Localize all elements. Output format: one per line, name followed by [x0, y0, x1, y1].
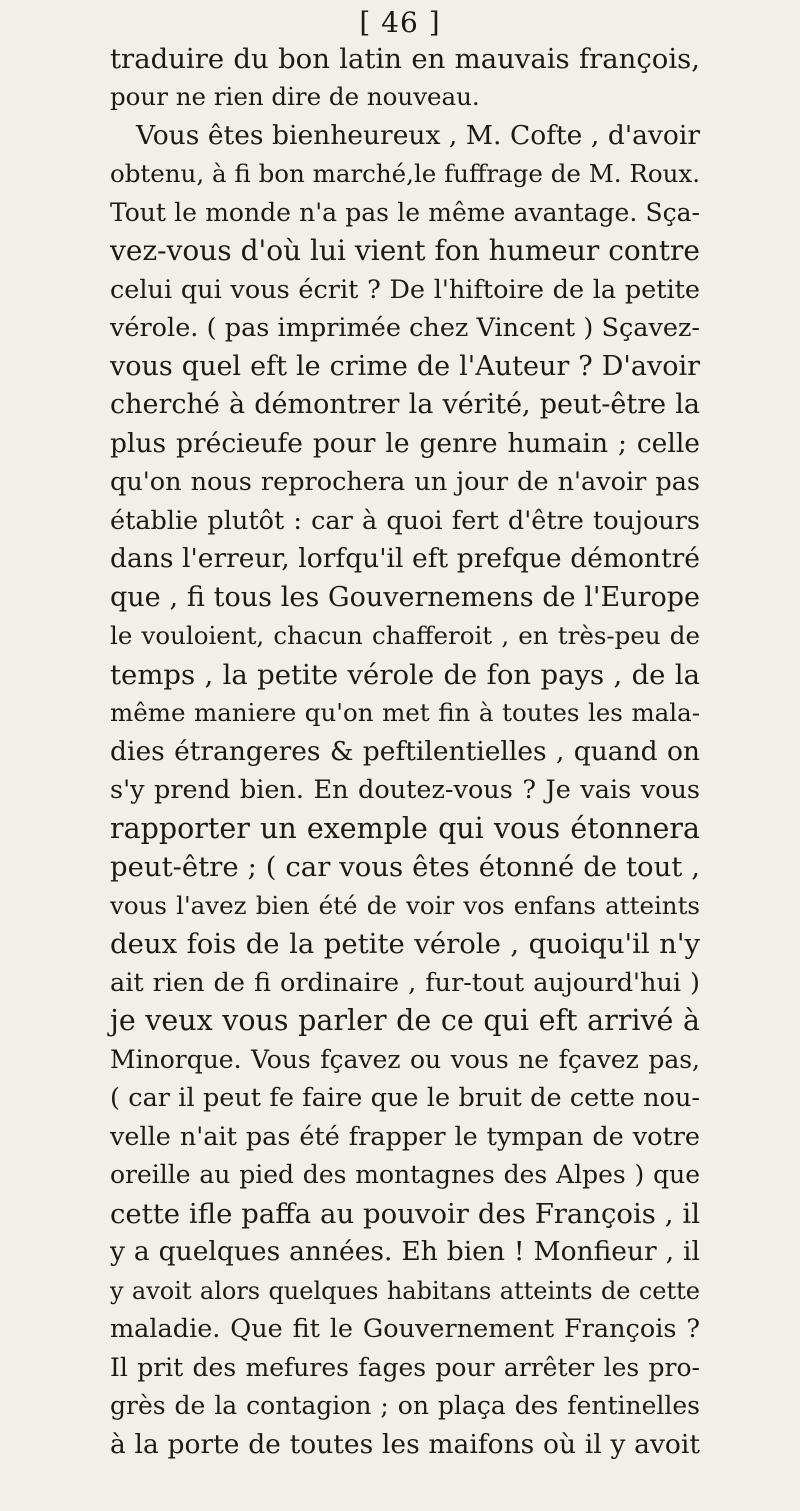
text-line: vez-vous d'où lui vient fon humeur contre [110, 234, 700, 267]
text-line: le vouloient, chacun chafferoit , en très-peu de [110, 621, 700, 650]
text-line: que , fi tous les Gouvernemens de l'Europe [110, 582, 700, 613]
text-line: Tout le monde n'a pas le même avantage. Sça- [110, 198, 700, 227]
text-line: établie plutôt : car à quoi fert d'être toujours [110, 506, 700, 536]
page-number: [ 46 ] [359, 6, 441, 39]
text-line: plus précieufe pour le genre humain ; celle [110, 428, 700, 459]
text-line: vérole. ( pas imprimée chez Vincent ) Sçavez- [110, 313, 700, 343]
text-line: ait rien de fi ordinaire , fur-tout aujourd'hui ) [110, 968, 700, 998]
text-line: pour ne rien dire de nouveau. [110, 82, 480, 111]
text-line: velle n'ait pas été frapper le tympan de votre [110, 1122, 700, 1152]
text-line: rapporter un exemple qui vous étonnera [110, 812, 700, 845]
text-line: dans l'erreur, lorfqu'il eft prefque démontré [110, 543, 700, 574]
text-line: traduire du bon latin en mauvais françois, [110, 43, 700, 75]
text-line: y a quelques années. Eh bien ! Monfieur , il [110, 1236, 700, 1267]
text-line: Minorque. Vous fçavez ou vous ne fçavez pas, [110, 1045, 700, 1074]
text-line: cette ifle paffa au pouvoir des François , il [110, 1198, 700, 1230]
text-line: ( car il peut fe faire que le bruit de cette nou- [110, 1083, 700, 1113]
text-line: grès de la contagion ; on plaça des fentinelles [110, 1391, 700, 1420]
text-line: vous quel eft le crime de l'Auteur ? D'avoir [110, 351, 700, 382]
text-line: à la porte de toutes les maifons où il y avoit [110, 1429, 700, 1460]
text-line: Il prit des mefures fages pour arrêter les pro- [110, 1353, 700, 1382]
text-line: cherché à démontrer la vérité, peut-être la [110, 389, 700, 420]
text-line: vous l'avez bien été de voir vos enfans atteints [110, 891, 700, 920]
text-line: y avoit alors quelques habitans atteints de cette [110, 1277, 700, 1305]
text-line: deux fois de la petite vérole , quoiqu'il n'y [110, 928, 700, 960]
text-line: obtenu, à fi bon marché,le fuffrage de M. Roux. [110, 159, 700, 188]
text-line: Vous êtes bienheureux , M. Cofte , d'avoir [136, 120, 700, 151]
text-line: temps , la petite vérole de fon pays , de la [110, 659, 700, 691]
text-line: celui qui vous écrit ? De l'hiftoire de la petite [110, 275, 700, 305]
text-line: qu'on nous reprochera un jour de n'avoir pas [110, 467, 700, 497]
text-line: même maniere qu'on met fin à toutes les mala- [110, 698, 700, 727]
text-line: peut-être ; ( car vous êtes étonné de tout , [110, 851, 700, 883]
text-line: oreille au pied des montagnes des Alpes ) que [110, 1160, 700, 1189]
text-line: je veux vous parler de ce qui eft arrivé à [110, 1004, 700, 1037]
text-line: s'y prend bien. En doutez-vous ? Je vais vous [110, 775, 700, 805]
text-line: dies étrangeres & peftilentielles , quand on [110, 736, 700, 767]
text-line: maladie. Que fit le Gouvernement François ? [110, 1314, 700, 1344]
